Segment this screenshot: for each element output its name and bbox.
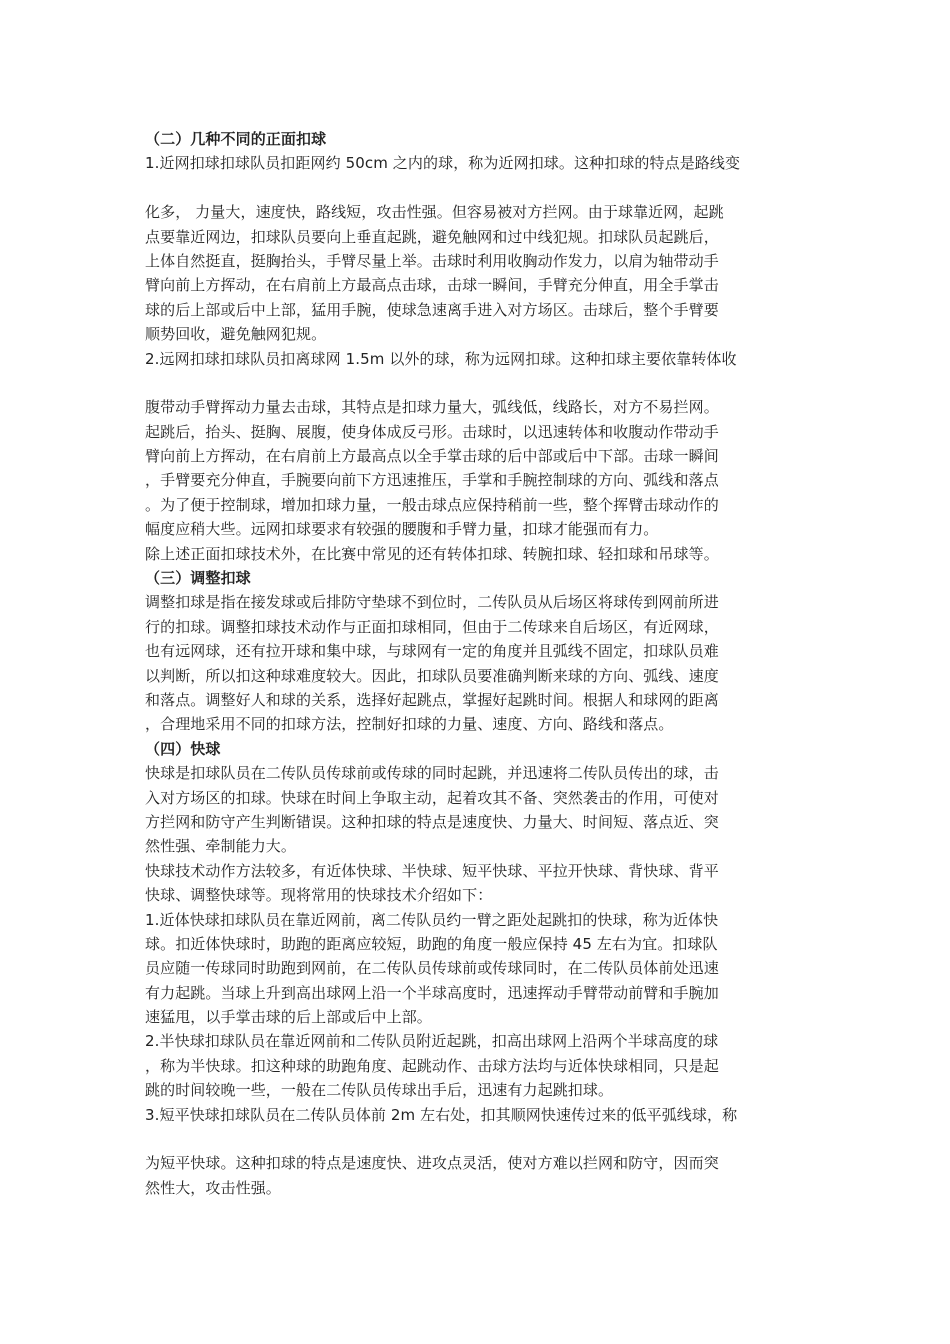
text-line: 2.半快球扣球队员在靠近网前和二传队员附近起跳，扣高出球网上沿两个半球高度的球 bbox=[145, 1032, 719, 1051]
text-line: 臂向前上方挥动，在右肩前上方最高点击球，击球一瞬间，手臂充分伸直，用全手掌击 bbox=[145, 276, 719, 295]
text-line: 有力起跳。当球上升到高出球网上沿一个半球高度时，迅速挥动手臂带动前臂和手腕加 bbox=[145, 983, 719, 1002]
paragraph-gap bbox=[145, 176, 805, 200]
text-line: 顺势回收，避免触网犯规。 bbox=[145, 325, 327, 344]
text-line: 入对方场区的扣球。快球在时间上争取主动，起着攻其不备、突然袭击的作用，可使对 bbox=[145, 788, 719, 807]
text-line: 幅度应稍大些。远网扣球要求有较强的腰腹和手臂力量，扣球才能强而有力。 bbox=[145, 520, 659, 539]
text-line: 球的后上部或后中上部，猛用手腕，使球急速离手进入对方场区。击球后，整个手臂要 bbox=[145, 300, 719, 319]
section-heading: （四）快球 bbox=[145, 739, 221, 758]
text-line: 2.远网扣球扣球队员扣离球网 1.5m 以外的球，称为远网扣球。这种扣球主要依靠转体收 bbox=[145, 349, 737, 368]
text-line: 也有远网球，还有拉开球和集中球，与球网有一定的角度并且弧线不固定，扣球队员难 bbox=[145, 642, 719, 661]
text-line: 行的扣球。调整扣球技术动作与正面扣球相同，但由于二传球来自后场区，有近网球， bbox=[145, 617, 719, 636]
text-line: 跳的时间较晚一些，一般在二传队员传球出手后，迅速有力起跳扣球。 bbox=[145, 1081, 614, 1100]
paragraph-gap bbox=[145, 1127, 805, 1151]
text-line: 速猛甩，以手掌击球的后上部或后中上部。 bbox=[145, 1008, 432, 1027]
text-line: 3.短平快球扣球队员在二传队员体前 2m 左右处，扣其顺网快速传过来的低平弧线球，称 bbox=[145, 1105, 738, 1124]
section-heading: （二）几种不同的正面扣球 bbox=[145, 130, 327, 148]
text-line: 臂向前上方挥动，在右肩前上方最高点以全手掌击球的后中部或后中下部。击球一瞬间 bbox=[145, 447, 719, 466]
text-line: 点要靠近网边，扣球队员要向上垂直起跳，避免触网和过中线犯规。扣球队员起跳后， bbox=[145, 227, 719, 246]
text-line: 球。扣近体快球时，助跑的距离应较短，助跑的角度一般应保持 45 左右为宜。扣球队 bbox=[145, 934, 718, 953]
text-line: 然性强、牵制能力大。 bbox=[145, 837, 297, 856]
section-heading: （三）调整扣球 bbox=[145, 569, 251, 588]
text-line: 化多， 力量大，速度快，路线短，攻击性强。但容易被对方拦网。由于球靠近网，起跳 bbox=[145, 203, 724, 222]
text-line: 上体自然挺直，挺胸抬头，手臂尽量上举。击球时利用收胸动作发力，以肩为轴带动手 bbox=[145, 251, 719, 270]
text-line: 。为了便于控制球，增加扣球力量，一般击球点应保持稍前一些，整个挥臂击球动作的 bbox=[145, 495, 719, 514]
text-line: 快球是扣球队员在二传队员传球前或传球的同时起跳，并迅速将二传队员传出的球，击 bbox=[145, 764, 719, 783]
text-line: 除上述正面扣球技术外，在比赛中常见的还有转体扣球、转腕扣球、轻扣球和吊球等。 bbox=[145, 544, 719, 563]
text-line: ，称为半快球。扣这种球的助跑角度、起跳动作、击球方法均与近体快球相同，只是起 bbox=[145, 1056, 719, 1075]
text-line: 为短平快球。这种扣球的特点是速度快、进攻点灵活，使对方难以拦网和防守，因而突 bbox=[145, 1154, 719, 1173]
text-line: 员应随一传球同时助跑到网前，在二传队员传球前或传球同时，在二传队员体前处迅速 bbox=[145, 959, 719, 978]
text-line: 调整扣球是指在接发球或后排防守垫球不到位时，二传队员从后场区将球传到网前所进 bbox=[145, 593, 719, 612]
text-line: 快球技术动作方法较多，有近体快球、半快球、短平快球、平拉开快球、背快球、背平 bbox=[145, 861, 719, 880]
text-line: 快球、调整快球等。现将常用的快球技术介绍如下： bbox=[145, 886, 493, 905]
text-line: 和落点。调整好人和球的关系，选择好起跳点，掌握好起跳时间。根据人和球网的距离 bbox=[145, 690, 719, 709]
text-line: 起跳后，抬头、挺胸、展腹，使身体成反弓形。击球时，以迅速转体和收腹动作带动手 bbox=[145, 422, 719, 441]
text-line: ，合理地采用不同的扣球方法，控制好扣球的力量、速度、方向、路线和落点。 bbox=[145, 715, 674, 734]
text-line: ，手臂要充分伸直，手腕要向前下方迅速推压，手掌和手腕控制球的方向、弧线和落点 bbox=[145, 471, 719, 490]
text-line: 1.近体快球扣球队员在靠近网前，离二传队员约一臂之距处起跳扣的快球，称为近体快 bbox=[145, 910, 719, 929]
document-body bbox=[145, 127, 805, 1200]
text-line: 腹带动手臂挥动力量去击球，其特点是扣球力量大，弧线低，线路长，对方不易拦网。 bbox=[145, 398, 719, 417]
text-line: 以判断，所以扣这种球难度较大。因此，扣球队员要准确判断来球的方向、弧线、速度 bbox=[145, 666, 719, 685]
paragraph-gap bbox=[145, 371, 805, 395]
text-line: 方拦网和防守产生判断错误。这种扣球的特点是速度快、力量大、时间短、落点近、突 bbox=[145, 812, 719, 831]
text-line: 1.近网扣球扣球队员扣距网约 50cm 之内的球，称为近网扣球。这种扣球的特点是路线变 bbox=[145, 154, 741, 173]
text-line: 然性大，攻击性强。 bbox=[145, 1178, 281, 1197]
